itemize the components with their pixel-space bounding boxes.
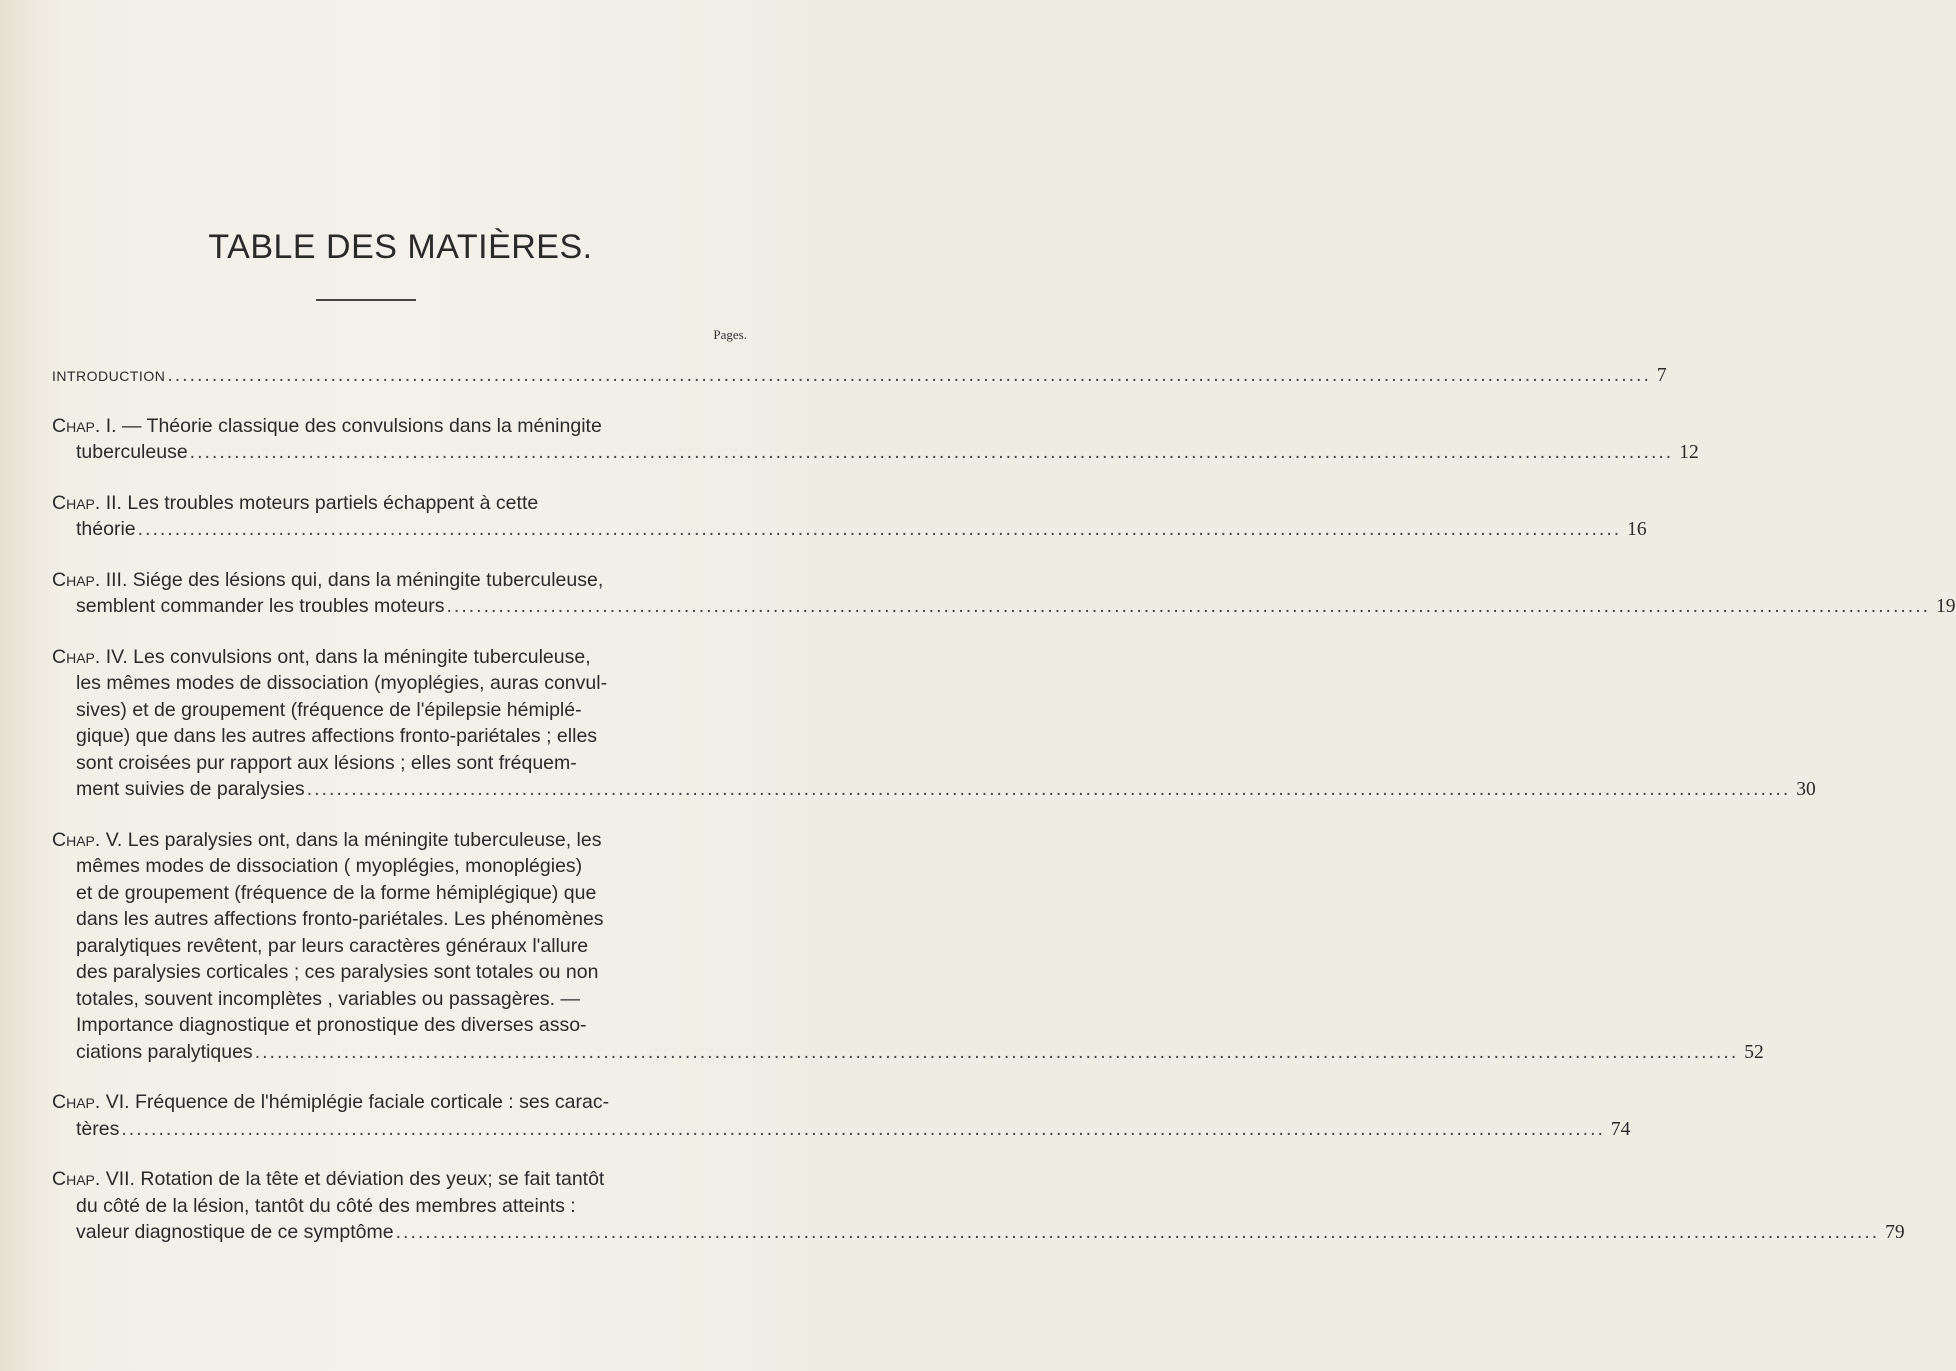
toc-entry-line: les mêmes modes de dissociation (myoplégies, auras convul- — [76, 672, 608, 694]
toc-entry-label: Chap. II. — [52, 491, 122, 514]
toc-entry — [52, 490, 1647, 544]
toc-entry-line: Chap. II. Les troubles moteurs partiels échappent à cette — [52, 491, 539, 514]
toc-entry-text: théorie — [76, 518, 136, 540]
dot-leader: ........................................................................................................................................................................................................ — [189, 441, 1674, 463]
title-rule — [316, 299, 416, 301]
dot-leader: ........................................................................................................................................................................................................ — [254, 1040, 1739, 1063]
toc-entry — [52, 413, 1699, 467]
toc-entry-text: ment suivies de paralysies — [76, 778, 305, 800]
toc-entry-line: Chap. I. — Théorie classique des convulsions dans la méningite — [52, 414, 602, 437]
toc-entry-label: Chap. IV. — [52, 645, 128, 668]
toc-entry-line: Chap. IV. Les convulsions ont, dans la méningite tuberculeuse, — [52, 645, 591, 668]
table-of-contents — [52, 362, 1956, 1270]
toc-entry-line: Chap. VI. Fréquence de l'hémiplégie faciale corticale : ses carac- — [52, 1091, 610, 1113]
toc-entry-line: et de groupement (fréquence de la forme hémiplégique) que — [76, 881, 597, 904]
toc-entry-label: Chap. VI. — [52, 1091, 130, 1113]
toc-entry-line: dans les autres affections fronto-pariétales. Les phénomènes — [76, 908, 604, 930]
toc-entry-label: Chap. I. — — [52, 414, 142, 437]
toc-entry-text: tuberculeuse — [76, 441, 188, 463]
dot-leader: ........................................................................................................................................................................................................ — [446, 595, 1931, 617]
toc-entry — [52, 644, 1816, 804]
toc-entry-line: mêmes modes de dissociation ( myoplégies, monoplégies) — [76, 855, 583, 877]
dot-leader: ........................................................................................................................................................................................................ — [137, 518, 1622, 540]
pages-column-header: Pages. — [713, 327, 747, 342]
toc-entry-line: Chap. VII. Rotation de la tête et déviation des yeux; se fait tantôt — [52, 1168, 605, 1190]
toc-entry-text: semblent commander les troubles moteurs — [76, 595, 445, 617]
toc-entry-line: du côté de la lésion, tantôt du côté des membres atteints : — [76, 1194, 576, 1217]
toc-page-number: 30 — [1796, 779, 1816, 800]
toc-entry — [52, 827, 1764, 1067]
toc-page-number: 7 — [1656, 365, 1667, 386]
toc-entry-line: sont croisées pur rapport aux lésions ; elles sont fréquem- — [76, 751, 577, 774]
toc-entry-label: Chap. VII. — [52, 1168, 135, 1190]
toc-entry-label: Chap. III. — [52, 568, 128, 591]
toc-entry-line: Chap. V. Les paralysies ont, dans la méningite tuberculeuse, les — [52, 828, 602, 851]
toc-entry-text: valeur diagnostique de ce symptôme — [76, 1221, 394, 1243]
toc-page-number: 19 — [1936, 596, 1956, 617]
toc-entry — [52, 1166, 1905, 1247]
dot-leader: ........................................................................................................................................................................................................ — [306, 778, 1791, 800]
toc-entry-line: sives) et de groupement (fréquence de l'épilepsie hémiplé- — [76, 698, 582, 721]
dot-leader: ........................................................................................................................................................................................................ — [167, 364, 1651, 386]
toc-entry-text: tères — [76, 1117, 120, 1140]
toc-page-number: 74 — [1610, 1118, 1631, 1140]
toc-entry-line: Importance diagnostique et pronostique des diverses asso- — [76, 1014, 587, 1036]
toc-entry — [52, 362, 1667, 390]
toc-entry-line: totales, souvent incomplètes , variables ou passagères. — — [76, 987, 581, 1010]
toc-entry-line: Chap. III. Siége des lésions qui, dans la méningite tuberculeuse, — [52, 568, 604, 591]
toc-entry-line: paralytiques revêtent, par leurs caractères généraux l'allure — [76, 934, 589, 957]
toc-page-number: 52 — [1744, 1041, 1764, 1063]
toc-page-number: 79 — [1885, 1222, 1905, 1243]
toc-entry-line: des paralysies corticales ; ces paralysies sont totales ou non — [76, 961, 599, 983]
toc-page-number: 16 — [1627, 519, 1647, 540]
toc-page-number: 12 — [1679, 442, 1699, 463]
dot-leader: ........................................................................................................................................................................................................ — [395, 1221, 1880, 1243]
page-title: TABLE DES MATIÈRES. — [208, 228, 593, 266]
toc-entry — [52, 567, 1956, 621]
toc-entry — [52, 1089, 1631, 1143]
toc-entry-text: ciations paralytiques — [76, 1040, 253, 1063]
toc-entry-label: INTRODUCTION — [52, 368, 166, 384]
toc-entry-label: Chap. V. — [52, 828, 123, 851]
dot-leader: ........................................................................................................................................................................................................ — [121, 1117, 1605, 1140]
toc-entry-line: gique) que dans les autres affections fronto-pariétales ; elles — [76, 725, 598, 747]
